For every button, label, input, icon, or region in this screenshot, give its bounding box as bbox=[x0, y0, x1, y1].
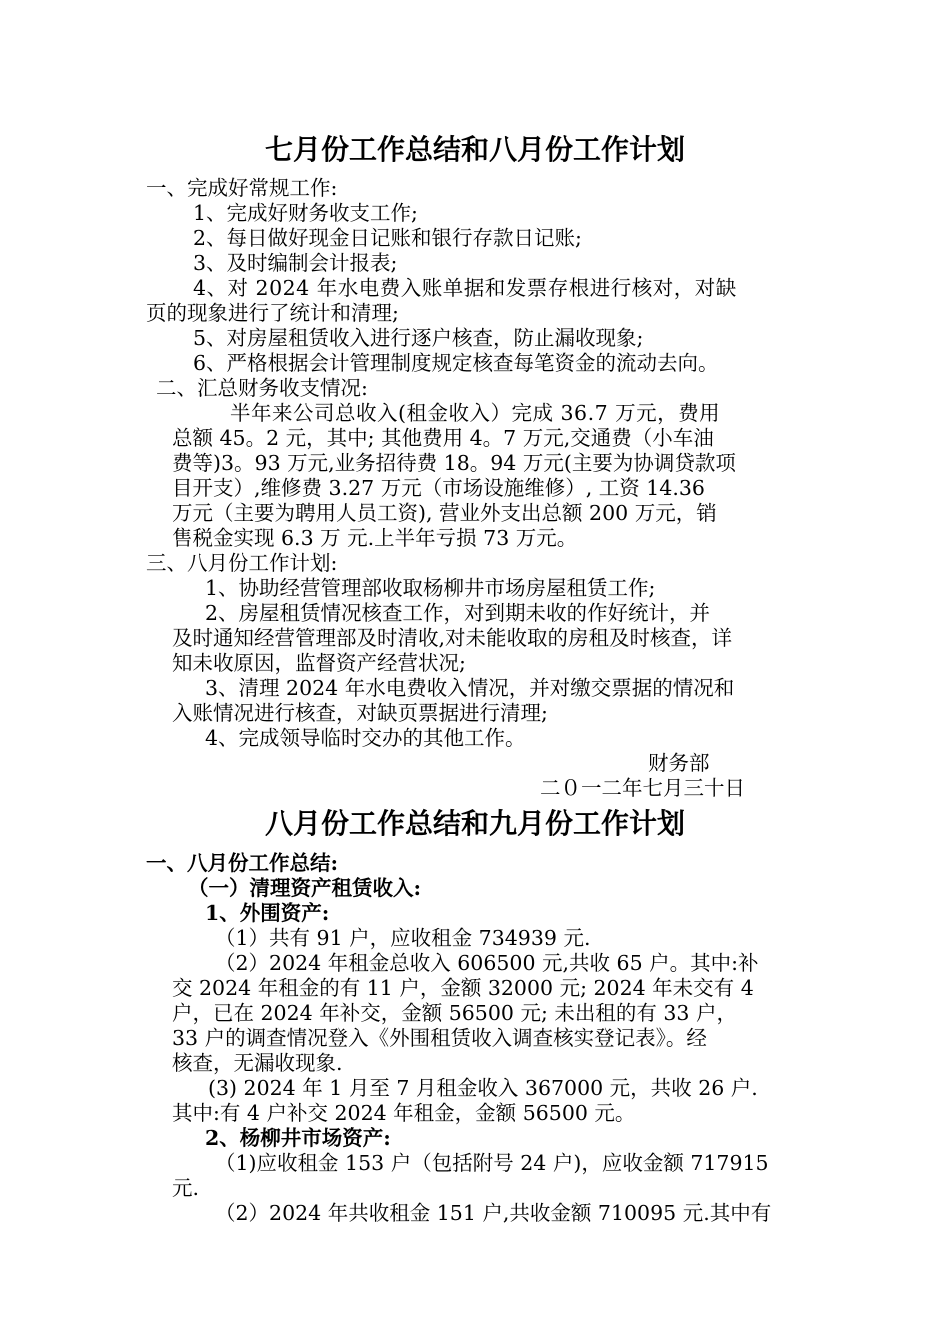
doc1-para: 目开支）,维修费 3.27 万元（市场设施维修）, 工资 14.36 bbox=[172, 476, 705, 500]
doc1-para: 万元（主要为聘用人员工资), 营业外支出总额 200 万元，销 bbox=[172, 501, 717, 525]
doc1-section-1-heading: 一、完成好常规工作: bbox=[146, 176, 338, 200]
doc2-title: 八月份工作总结和九月份工作计划 bbox=[264, 807, 685, 840]
doc2-item-cont: 其中:有 4 户补交 2024 年租金，金额 56500 元。 bbox=[172, 1101, 636, 1125]
doc2-item-cont: 户，已在 2024 年补交，金额 56500 元; 未出租的有 33 户， bbox=[172, 1001, 737, 1025]
doc1-item: 1、协助经营管理部收取杨柳井市场房屋租赁工作; bbox=[205, 576, 656, 600]
doc1-item-cont: 及时通知经营管理部及时清收,对未能收取的房租及时核查，详 bbox=[172, 626, 733, 650]
doc2-subheading: （一）清理资产租赁收入: bbox=[188, 876, 422, 900]
doc1-item: 4、完成领导临时交办的其他工作。 bbox=[205, 726, 526, 750]
doc2-item-cont: 元. bbox=[172, 1176, 200, 1200]
doc1-section-2-heading: 二、汇总财务收支情况: bbox=[156, 376, 368, 400]
doc1-item: 3、清理 2024 年水电费收入情况，并对缴交票据的情况和 bbox=[205, 676, 735, 700]
doc1-item: 6、严格根据会计管理制度规定核查每笔资金的流动去向。 bbox=[193, 351, 719, 375]
doc2-item: （2）2024 年租金总收入 606500 元,共收 65 户。其中:补 bbox=[215, 951, 759, 975]
doc2-item: （2）2024 年共收租金 151 户,共收金额 710095 元.其中有 bbox=[215, 1201, 772, 1225]
doc2-subheading: 1、外围资产: bbox=[205, 901, 330, 925]
doc1-item: 4、对 2024 年水电费入账单据和发票存根进行核对，对缺 bbox=[193, 276, 737, 300]
doc2-section-1-heading: 一、八月份工作总结: bbox=[146, 851, 339, 875]
doc2-subheading: 2、杨柳井市场资产: bbox=[205, 1126, 391, 1150]
doc1-section-3-heading: 三、八月份工作计划: bbox=[146, 551, 338, 575]
doc1-para: 总额 45。2 元，其中; 其他费用 4。7 万元,交通费（小车油 bbox=[172, 426, 714, 450]
doc2-item-cont: 33 户的调查情况登入《外围租赁收入调查核实登记表》。经 bbox=[172, 1026, 707, 1050]
doc1-item-cont: 知未收原因，监督资产经营状况; bbox=[172, 651, 466, 675]
doc1-item: 2、每日做好现金日记账和银行存款日记账; bbox=[193, 226, 582, 250]
doc1-para: 半年来公司总收入(租金收入）完成 36.7 万元，费用 bbox=[230, 401, 721, 425]
doc1-title: 七月份工作总结和八月份工作计划 bbox=[264, 133, 685, 166]
doc1-item: 2、房屋租赁情况核查工作，对到期未收的作好统计，并 bbox=[205, 601, 711, 625]
doc1-item: 1、完成好财务收支工作; bbox=[193, 201, 418, 225]
doc2-item: （1)应收租金 153 户（包括附号 24 户)，应收金额 717915 bbox=[215, 1151, 769, 1175]
doc1-signature-dept: 财务部 bbox=[648, 751, 710, 775]
doc1-item-cont: 入账情况进行核查，对缺页票据进行清理; bbox=[172, 701, 548, 725]
doc2-item: （1）共有 91 户，应收租金 734939 元. bbox=[215, 926, 591, 950]
doc2-item: (3) 2024 年 1 月至 7 月租金收入 367000 元，共收 26 户. bbox=[208, 1076, 758, 1100]
doc1-item-cont: 页的现象进行了统计和清理; bbox=[146, 301, 399, 325]
doc1-signature-date: 二０一二年七月三十日 bbox=[540, 776, 745, 800]
doc1-item: 5、对房屋租赁收入进行逐户核查，防止漏收现象; bbox=[193, 326, 644, 350]
doc1-item: 3、及时编制会计报表; bbox=[193, 251, 398, 275]
doc1-para: 售税金实现 6.3 万 元.上半年亏损 73 万元。 bbox=[172, 526, 578, 550]
doc1-para: 费等)3。93 万元,业务招待费 18。94 万元(主要为协调贷款项 bbox=[172, 451, 736, 475]
doc2-item-cont: 交 2024 年租金的有 11 户，金额 32000 元; 2024 年未交有 4 bbox=[172, 976, 754, 1000]
doc2-item-cont: 核查，无漏收现象. bbox=[172, 1051, 343, 1075]
